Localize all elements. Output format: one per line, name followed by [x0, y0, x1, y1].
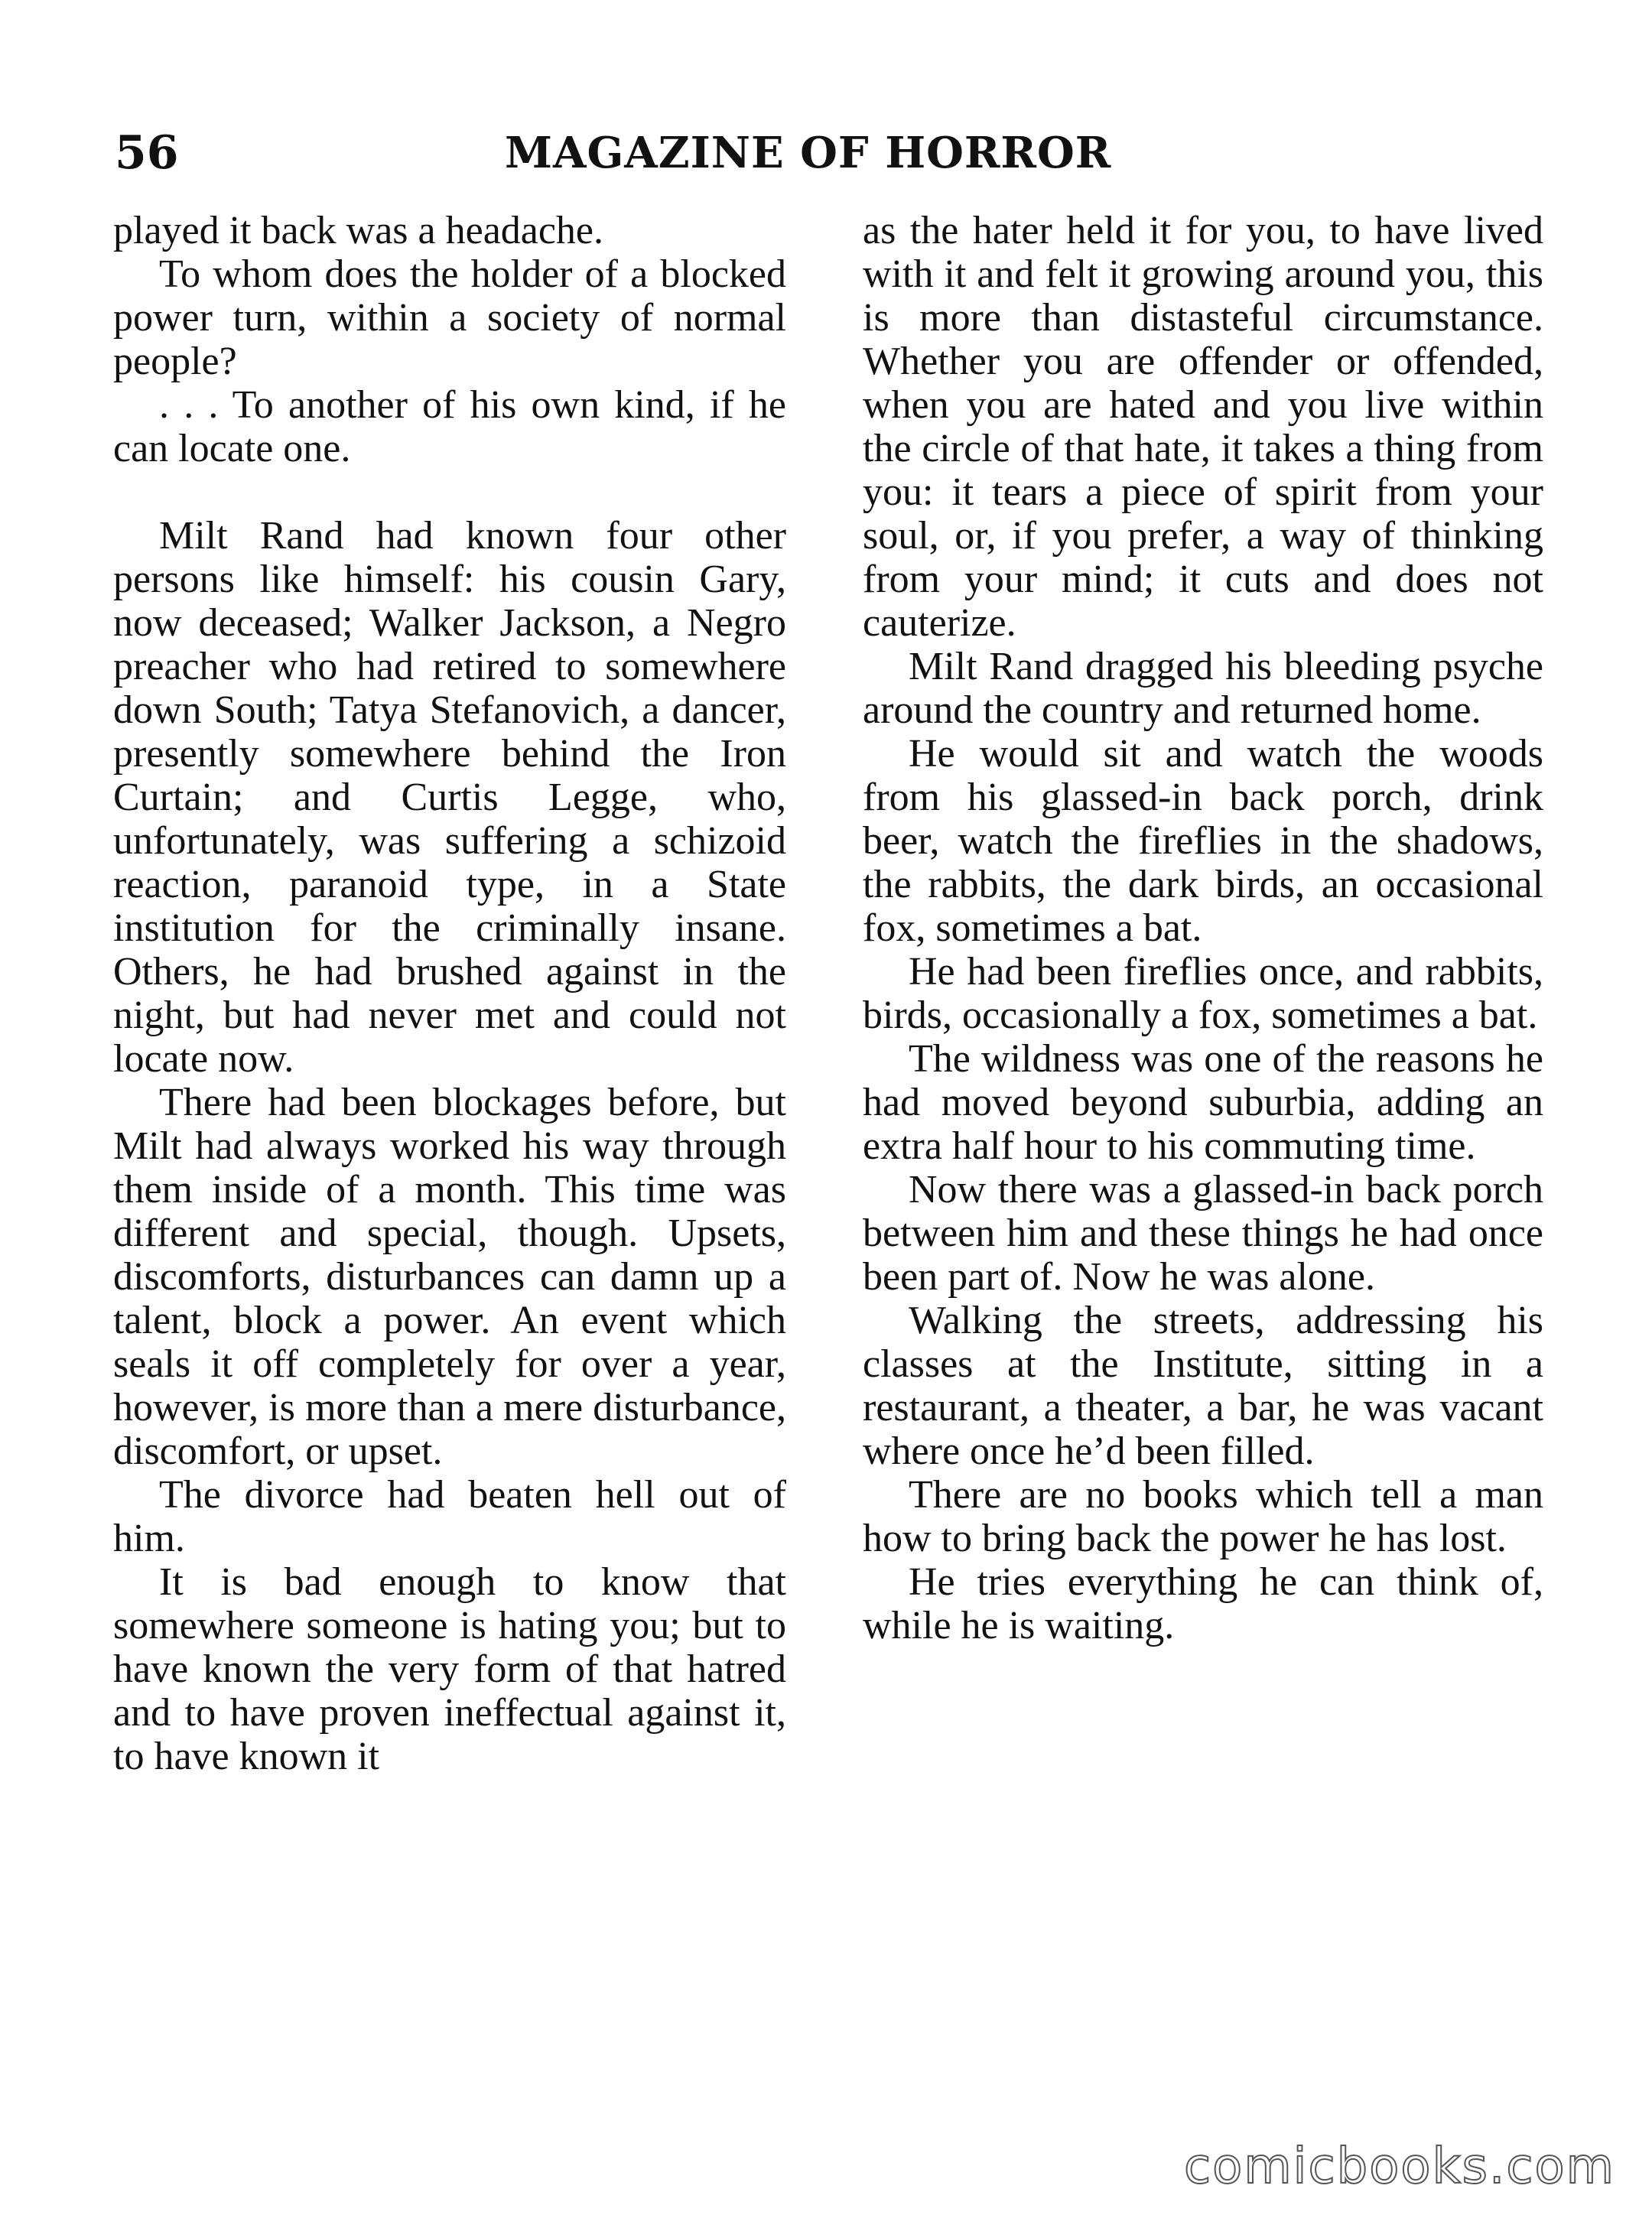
running-title: MAGAZINE OF HORROR: [505, 128, 1112, 178]
right-column: [863, 209, 1543, 1647]
paragraph: There had been blockages before, but Milt had always worked his way through them inside of a month. This time was different and special, though. Upsets, discomforts, disturbances can damn up a talent, block a power. An event which seals it off completely for over a year, however, is more than a mere disturbance, discomfort, or upset.: [113, 1081, 786, 1473]
paragraph: Milt Rand had known four other persons like himself: his cousin Gary, now deceased; Walker Jackson, a Negro preacher who had retired to somewhere down South; Tatya Stefanovich, a dancer, presently somewhere behind the Iron Curtain; and Curtis Legge, who, unfortunately, was suffering a schizoid reaction, paranoid type, in a State institution for the criminally insane. Others, he had brushed against in the night, but had never met and could not locate now.: [113, 514, 786, 1081]
paragraph: He had been fireflies once, and rabbits, birds, occasionally a fox, sometimes a bat.: [863, 950, 1543, 1037]
paragraph: He would sit and watch the woods from his glassed-in back porch, drink beer, watch the fireflies in the shadows, the rabbits, the dark birds, an occasional fox, sometimes a bat.: [863, 732, 1543, 950]
watermark: comicbooks.com: [1183, 2138, 1615, 2195]
paragraph: There are no books which tell a man how to bring back the power he has lost.: [863, 1473, 1543, 1560]
paragraph: He tries everything he can think of, while he is waiting.: [863, 1560, 1543, 1647]
paragraph: played it back was a headache.: [113, 209, 604, 252]
paragraph: . . . To another of his own kind, if he can locate one.: [113, 383, 786, 470]
paragraph: Now there was a glassed-in back porch between him and these things he had once been part of. Now he was alone.: [863, 1168, 1543, 1299]
paragraph: Walking the streets, addressing his classes at the Institute, sitting in a restaurant, a theater, a bar, he was vacant where once he’d been filled.: [863, 1299, 1543, 1473]
paragraph: Milt Rand dragged his bleeding psyche around the country and returned home.: [863, 645, 1543, 732]
paragraph: The wildness was one of the reasons he had moved beyond suburbia, adding an extra half hour to his commuting time.: [863, 1037, 1543, 1168]
left-column: [113, 209, 786, 1778]
page-number: 56: [115, 126, 179, 180]
page-header: [115, 122, 1553, 184]
paragraph: The divorce had beaten hell out of him.: [113, 1473, 786, 1560]
paragraph: It is bad enough to know that somewhere someone is hating you; but to have known the very form of that hatred and to have proven ineffectual against it, to have known it: [113, 1560, 786, 1778]
paragraph: as the hater held it for you, to have lived with it and felt it growing around you, this is more than distasteful circumstance. Whether you are offender or offended, when you are hated and you live within the circle of that hate, it takes a thing from you: it tears a piece of spirit from your soul, or, if you prefer, a way of thinking from your mind; it cuts and does not cauterize.: [863, 209, 1543, 645]
paragraph: To whom does the holder of a blocked power turn, within a society of normal people?: [113, 252, 786, 383]
